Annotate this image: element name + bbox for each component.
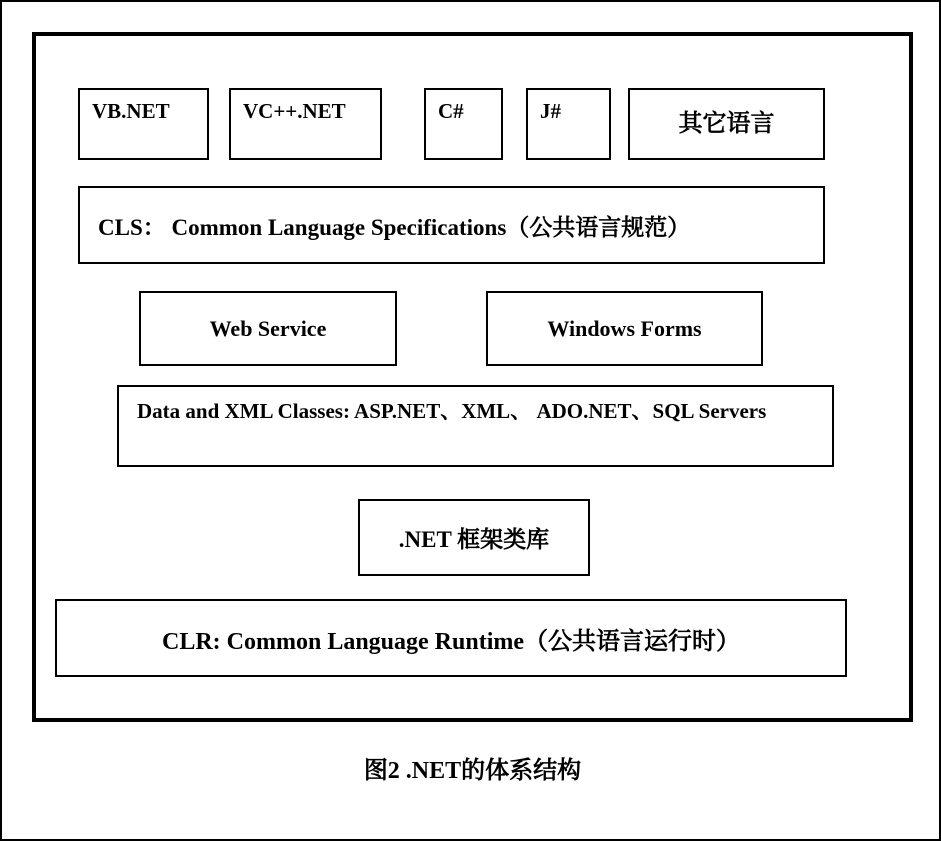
web-service-label: Web Service [209, 315, 327, 341]
language-box-label: C# [438, 99, 464, 123]
data-and-xml-classes-label: Data and XML Classes: ASP.NET、XML、 ADO.NET、SQL Servers [137, 399, 767, 423]
framework-class-library-box [358, 499, 590, 576]
windows-forms-box [486, 291, 763, 366]
language-box-label: J# [540, 99, 561, 123]
cls-layer-label: CLS： Common Language Specifications（公共语言规范） [98, 214, 691, 240]
language-box-vc-plusplus-net [229, 88, 382, 160]
web-service-box [139, 291, 397, 366]
figure-caption: 图2 .NET的体系结构 [363, 758, 582, 784]
data-and-xml-classes-box [117, 385, 834, 467]
language-box-other-languages [628, 88, 825, 160]
language-box-vb-net [78, 88, 209, 160]
architecture-outer-frame [32, 32, 913, 722]
windows-forms-label: Windows Forms [547, 315, 702, 341]
clr-layer-label: CLR: Common Language Runtime（公共语言运行时） [161, 628, 740, 655]
language-box-jsharp [526, 88, 611, 160]
cls-layer-box [78, 186, 825, 264]
language-box-csharp [424, 88, 503, 160]
framework-class-library-label: .NET 框架类库 [398, 527, 550, 552]
language-box-label: VC++.NET [243, 99, 346, 123]
language-box-label: VB.NET [92, 99, 170, 123]
language-box-label: 其它语言 [678, 111, 775, 137]
clr-layer-box [55, 599, 847, 677]
